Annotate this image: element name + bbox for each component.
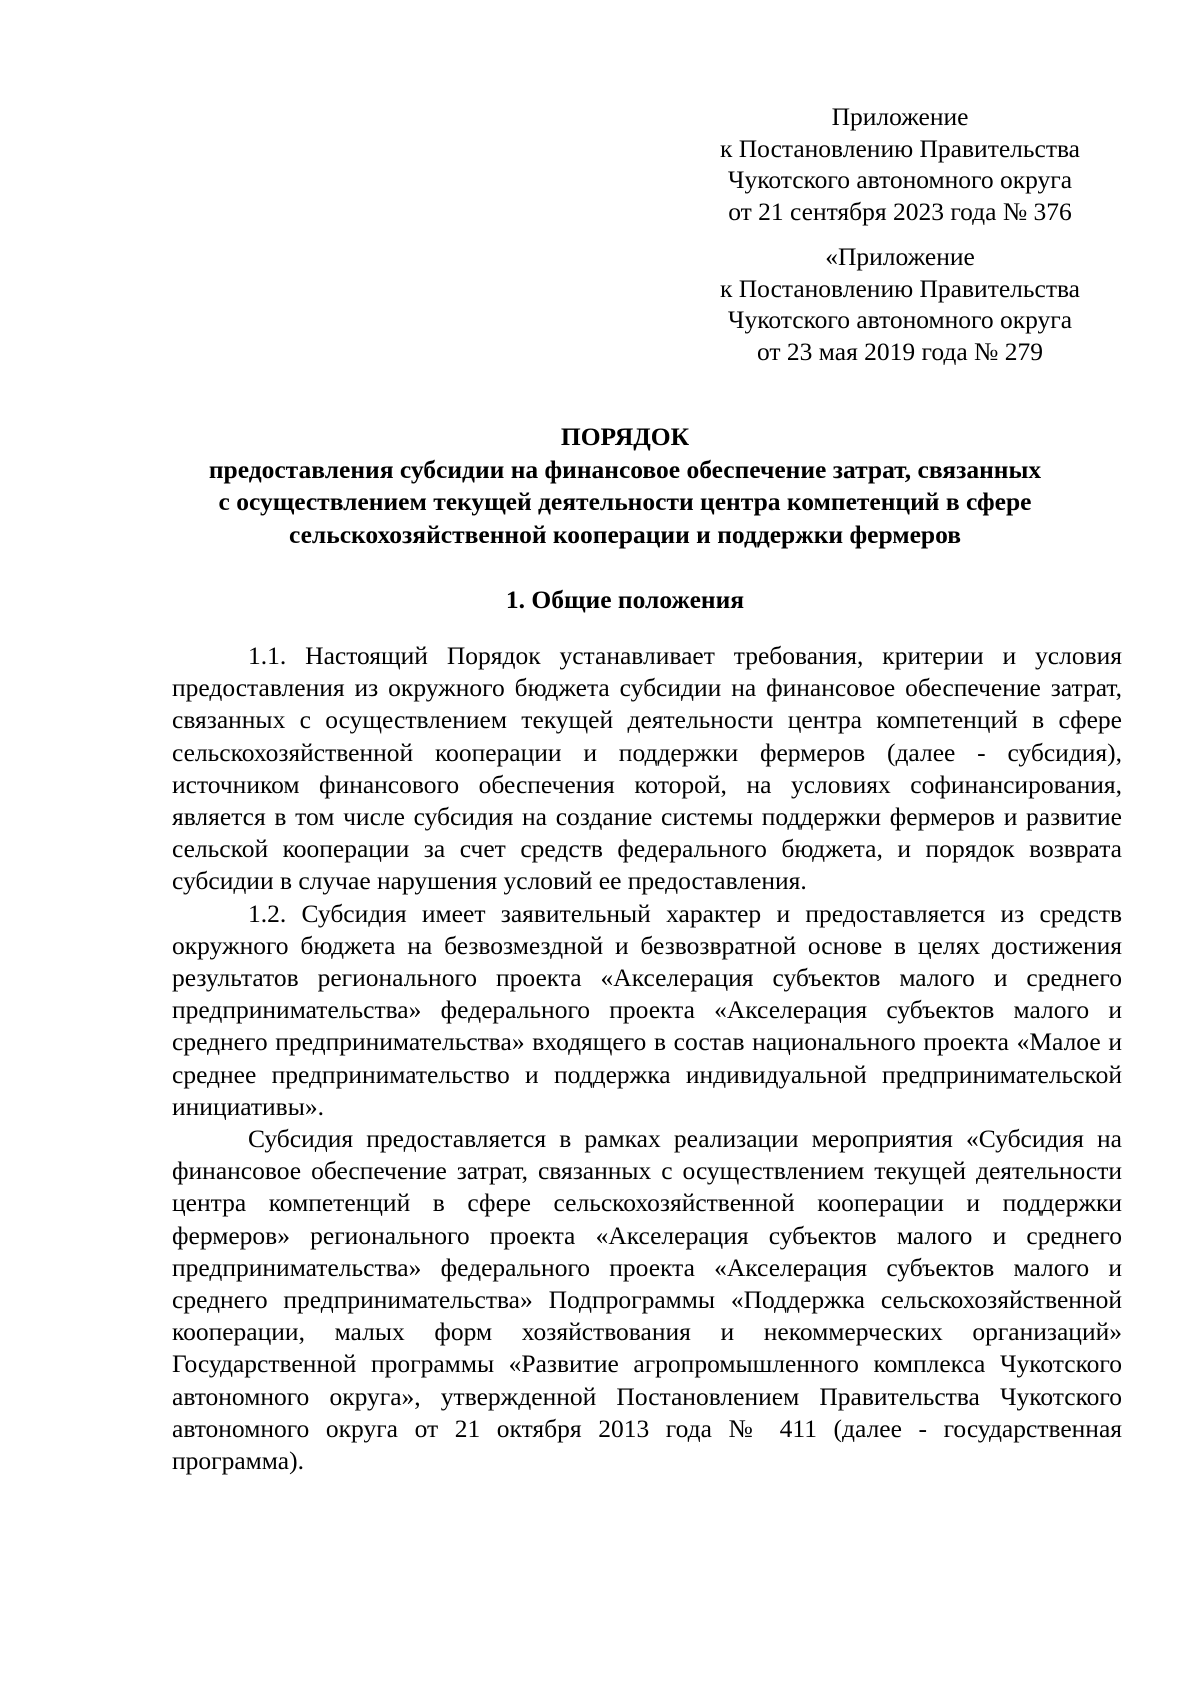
appendix-region: Чукотского автономного округа <box>727 165 1073 194</box>
document-title <box>150 421 1100 551</box>
title-line: сельскохозяйственной кооперации и поддержки фермеров <box>288 519 961 549</box>
appendix-date-number: от 23 мая 2019 года № 279 <box>756 336 1044 366</box>
paragraph-subsidy-scope: Субсидия предоставляется в рамках реализации мероприятия «Субсидия на финансовое обеспечение затрат, связанных с осуществлением текущей деятельности центра компетенций в сфере сельскохозяйственной кооперации и поддержки фермеров» регионального проекта «Акселерация субъектов малого и среднего предпринимательства» федерального проекта «Акселерация субъектов малого и среднего предпринимательства» Подпрограммы «Поддержка сельскохозяйственной кооперации, малых форм хозяйствования и некоммерческих организаций» Государственной программы «Развитие агропромышленного комплекса Чукотского автономного округа», утвержденной Постановлением Правительства Чукотского автономного округа от 21 октября 2013 года № 411 (далее - государственная программа). <box>172 1124 1122 1476</box>
appendix-current-block <box>720 101 1080 227</box>
title-line: с осуществлением текущей деятельности центра компетенций в сфере <box>218 487 1032 516</box>
document-body <box>172 640 1122 1477</box>
paragraph-1-2: 1.2. Субсидия имеет заявительный характер и предоставляется из средств окружного бюджета на безвозмездной и безвозвратной основе в целях достижения результатов регионального проекта «Акселерация субъектов малого и среднего предпринимательства» федерального проекта «Акселерация субъектов малого и среднего предпринимательства» входящего в состав национального проекта «Малое и среднее предпринимательство и поддержка индивидуальной предпринимательской инициативы». <box>172 898 1122 1121</box>
paragraph-1-1: 1.1. Настоящий Порядок устанавливает требования, критерии и условия предоставления из окружного бюджета субсидии на финансовое обеспечение затрат, связанных с осуществлением текущей деятельности центра компетенций в сфере сельскохозяйственной кооперации и поддержки фермеров (далее - субсидия), источником финансового обеспечения которой, на условиях софинансирования, является в том числе субсидия на создание системы поддержки фермеров и развитие сельской кооперации за счет средств федерального бюджета, и порядок возврата субсидии в случае нарушения условий ее предоставления. <box>172 641 1122 896</box>
appendix-reference: к Постановлению Правительства <box>720 133 1080 163</box>
appendix-previous-block <box>720 241 1080 367</box>
appendix-label: Приложение <box>831 102 969 131</box>
title-line: предоставления субсидии на финансовое обеспечение затрат, связанных <box>208 454 1042 484</box>
appendix-date-number: от 21 сентября 2023 года № 376 <box>728 196 1072 226</box>
title-heading: ПОРЯДОК <box>560 422 690 451</box>
appendix-label: «Приложение <box>825 242 975 271</box>
section-heading: 1. Общие положения <box>505 585 745 614</box>
appendix-region: Чукотского автономного округа <box>727 305 1073 334</box>
appendix-reference: к Постановлению Правительства <box>720 273 1080 303</box>
